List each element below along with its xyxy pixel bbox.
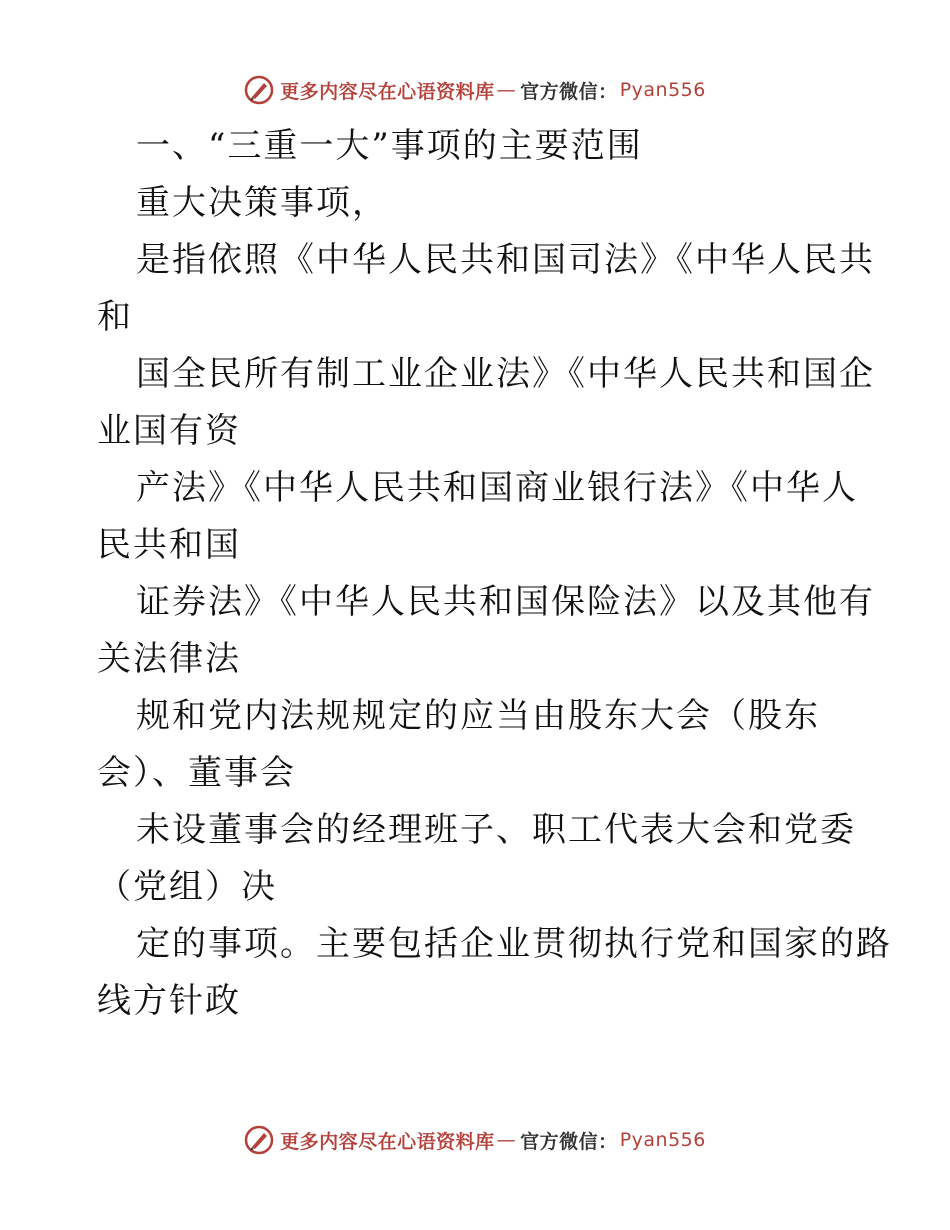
watermark-dash: — xyxy=(496,1129,517,1151)
text-line: 产法》《中华人民共和国商业银行法》《中华人 xyxy=(136,468,858,508)
watermark-wechat-id: Pyan556 xyxy=(619,1129,706,1151)
text-line: 定的事项。主要包括企业贯彻执行党和国家的路 xyxy=(136,924,892,964)
watermark-dash: — xyxy=(496,79,517,101)
text-line: 会）、董事会 xyxy=(97,753,296,793)
text-line: 未设董事会的经理班子、职工代表大会和党委 xyxy=(136,810,856,850)
text-line: 民共和国 xyxy=(97,525,241,565)
header-watermark xyxy=(0,70,950,110)
watermark-wechat-label: 官方微信： xyxy=(520,80,618,103)
text-line: 线方针政 xyxy=(97,981,241,1021)
text-line: 和 xyxy=(97,297,133,337)
pen-logo-icon xyxy=(244,75,274,105)
pen-logo-icon xyxy=(244,1125,274,1155)
watermark-site-text: 更多内容尽在心语资料库 xyxy=(280,1130,495,1153)
section-heading: 一、“三重一大”事项的主要范围 xyxy=(136,126,643,166)
text-line: 业国有资 xyxy=(97,411,241,451)
document-body xyxy=(97,118,892,1030)
text-line: 重大决策事项， xyxy=(136,183,388,223)
watermark-wechat-id: Pyan556 xyxy=(619,79,706,101)
text-line: 是指依照《中华人民共和国司法》《中华人民共 xyxy=(136,240,875,280)
watermark-wechat-label: 官方微信： xyxy=(520,1130,618,1153)
text-line: 关法律法 xyxy=(97,639,241,679)
text-line: 证券法》《中华人民共和国保险法》以及其他有 xyxy=(136,582,875,622)
footer-watermark xyxy=(0,1120,950,1160)
text-line: （党组）决 xyxy=(97,867,277,907)
text-line: 国全民所有制工业企业法》《中华人民共和国企 xyxy=(136,354,875,394)
text-line: 规和党内法规规定的应当由股东大会（股东 xyxy=(136,696,820,736)
watermark-site-text: 更多内容尽在心语资料库 xyxy=(280,80,495,103)
